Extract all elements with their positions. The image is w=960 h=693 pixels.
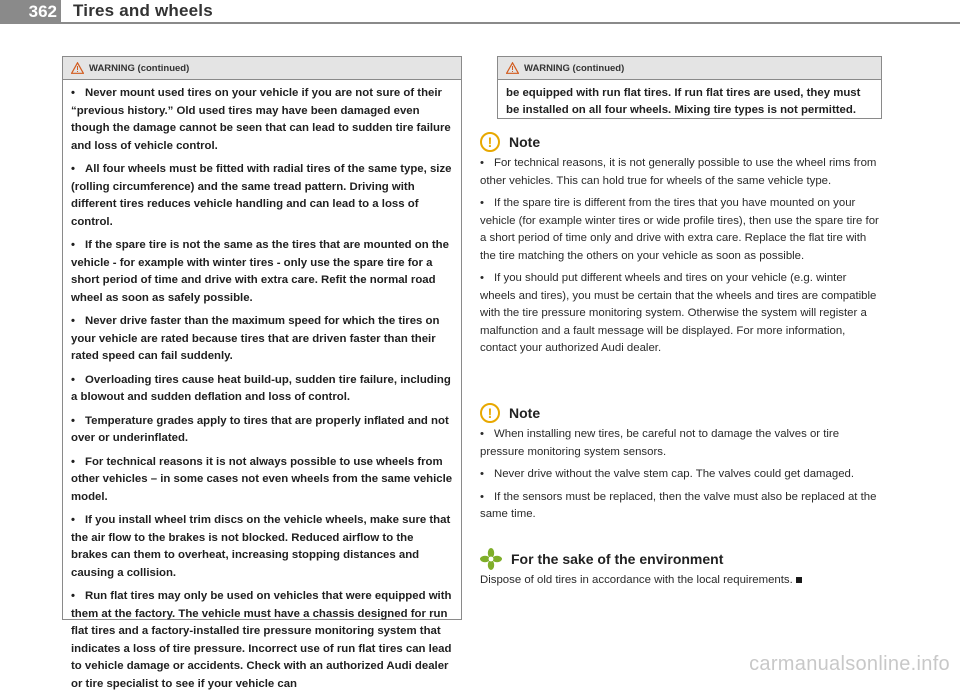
- leaf-icon: [480, 548, 502, 570]
- environment-title: For the sake of the environment: [511, 551, 724, 567]
- note-title: Note: [509, 134, 541, 150]
- watermark: carmanualsonline.info: [749, 653, 950, 675]
- warning-bullet: • Never mount used tires on your vehicle if you are not sure of their “previous history.” Old used tires may have been damaged even though the damage cannot be seen that can lead to sudden tire failure and loss of vehicle control.: [71, 87, 451, 152]
- page-title: Tires and wheels: [73, 1, 213, 20]
- warning-bullet: • Temperature grades apply to tires that are properly inflated and not over or underinflated.: [71, 414, 449, 444]
- exclamation-circle-icon: !: [480, 132, 500, 152]
- warning-header: [63, 57, 461, 80]
- warning-bullet: • Never drive faster than the maximum speed for which the tires on your vehicle are rated because tires that are driven faster than their rated speed can fail suddenly.: [71, 315, 440, 362]
- warning-bullet: • All four wheels must be fitted with radial tires of the same type, size (rolling circumference) and the same tread pattern. Driving with different tires reduces vehicle handling and can lead to a loss of control.: [71, 163, 452, 228]
- environment-heading: [480, 548, 723, 570]
- warning-body: [63, 80, 461, 693]
- warning-text: be equipped with run flat tires. If run flat tires are used, they must be installed on all four wheels. Mixing tire types is not permitted.: [506, 87, 861, 116]
- warning-header: [498, 57, 881, 80]
- warning-triangle-icon: [506, 62, 519, 74]
- note-bullet: • When installing new tires, be careful not to damage the valves or tire pressure monitoring system sensors.: [480, 428, 840, 458]
- warning-title: WARNING (continued): [524, 62, 625, 74]
- warning-bullet: • If you install wheel trim discs on the vehicle wheels, make sure that the air flow to the brakes is not blocked. Reduced airflow to the brakes can them to overheat, increasing stopping distances and causing a collision.: [71, 514, 451, 579]
- note-bullet: • For technical reasons, it is not generally possible to use the wheel rims from other vehicles. This can hold true for wheels of the same vehicle type.: [480, 157, 877, 187]
- warning-body: [498, 80, 881, 119]
- section-end-mark: [796, 577, 802, 583]
- exclamation-circle-icon: !: [480, 403, 500, 423]
- warning-bullet: • For technical reasons it is not always possible to use wheels from other vehicles – in some cases not even wheels from the same vehicle model.: [71, 455, 453, 503]
- warning-box-left: [62, 56, 462, 690]
- environment-body: [480, 572, 900, 590]
- warning-title: WARNING (continued): [89, 62, 190, 74]
- note-heading-2: [480, 403, 540, 423]
- note-title: Note: [509, 405, 541, 421]
- note-bullet: • If the spare tire is different from the tires that you have mounted on your vehicle (for example winter tires or wide profile tires), then use the spare tire for a short period of time only and drive with extra care. Replace the flat tire with the tire matching the others on your vehicle as soon as possible.: [480, 197, 879, 262]
- note-bullet: • If the sensors must be replaced, then the valve must also be replaced at the same time.: [480, 490, 877, 520]
- warning-triangle-icon: [71, 62, 84, 74]
- warning-bullet: • If the spare tire is not the same as the tires that are mounted on the vehicle - for example with winter tires - only use the spare tire for a short period of time and drive with extra care. Refit the normal road wheel as soon as safely possible.: [71, 239, 449, 304]
- warning-box-right: [497, 56, 882, 119]
- note-body-2: [480, 426, 882, 529]
- warning-bullet: • Overloading tires cause heat build-up, sudden tire failure, including a blowout and sudden deflation and loss of control.: [71, 373, 451, 403]
- note-bullet: • Never drive without the valve stem cap. The valves could get damaged.: [480, 468, 855, 480]
- page-number: 362: [0, 0, 61, 24]
- note-body-1: [480, 155, 882, 363]
- header-rule: [61, 22, 960, 24]
- note-bullet: • If you should put different wheels and tires on your vehicle (e.g. winter wheels and tires), you must be certain that the wheels and tires are compatible with the tire pressure monitoring system. Otherwise the system will register a malfunction and a fault message will be displayed. For more information, contact your authorized Audi dealer.: [480, 272, 877, 354]
- note-heading-1: [480, 132, 540, 152]
- environment-text: Dispose of old tires in accordance with the local requirements.: [480, 572, 900, 590]
- warning-bullet: • Run flat tires may only be used on vehicles that were equipped with them at the factory. The vehicle must have a chassis designed for run flat tires and a factory-installed tire pressure monitoring system that indicates a loss of tire pressure. Incorrect use of run flat tires can lead to vehicle damage or accidents. Check with an authorized Audi dealer or tire specialist to see if your vehicle can: [71, 590, 452, 690]
